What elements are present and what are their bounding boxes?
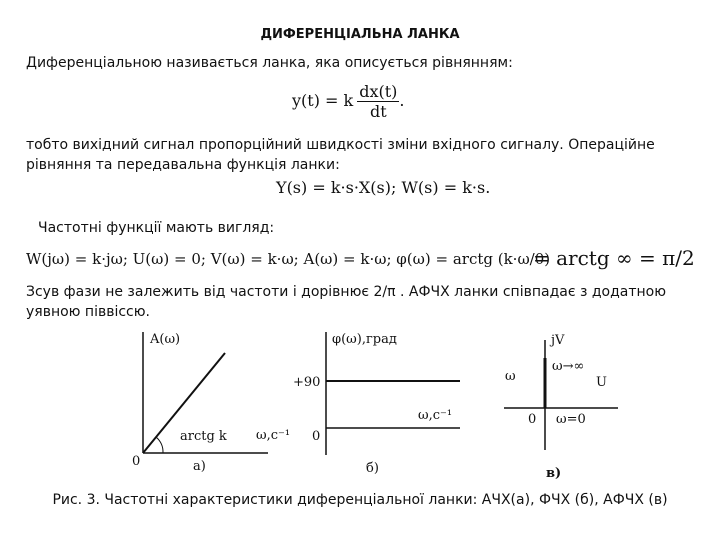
graph-c-omega-label: ω (505, 369, 516, 384)
graph-a-origin: 0 (132, 454, 141, 469)
graph-b-x-label: ω,c⁻¹ (418, 408, 453, 423)
graph-a-angle-arc (156, 437, 163, 453)
page-title: ДИФЕРЕНЦІАЛЬНА ЛАНКА (260, 27, 460, 42)
graph-c-infinity-label: ω→∞ (552, 359, 585, 374)
equation-lhs: y(t) = k (292, 91, 354, 110)
paragraph-1-line-1: тобто вихідний сигнал пропорційний швидкості зміни вхідного сигналу. Операційне (26, 137, 655, 153)
paragraph-1 (26, 135, 655, 175)
graph-a-x-label: ω,c⁻¹ (256, 428, 291, 443)
paragraph-2-line-1: Зсув фази не залежить від частоти і дорівнює 2/π . АФЧХ ланки співпадає з додатною (26, 284, 667, 300)
graph-amplitude (132, 332, 290, 474)
graph-b-y-label: φ(ω),град (332, 332, 397, 347)
graph-a-caption: а) (193, 459, 206, 474)
frequency-functions-formula: W(jω) = k·jω; U(ω) = 0; V(ω) = k·ω; A(ω) = k·ω; φ(ω) = arctg (k·ω/0) (26, 250, 551, 268)
graph-c-x-label: U (596, 375, 607, 390)
fraction-numerator: dx(t) (359, 82, 398, 101)
intro-text: Диференціальною називається ланка, яка описується рівнянням: (26, 55, 513, 71)
graph-a-y-label: A(ω) (150, 332, 181, 347)
graph-c-caption: в) (546, 466, 562, 481)
graph-b-origin: 0 (312, 429, 321, 444)
derivative-fraction (357, 82, 399, 121)
phase-value-formula: = arctg ∞ = π/2 (533, 246, 695, 270)
equation-end: . (399, 91, 405, 110)
paragraph-2-line-2: уявною піввіссю. (26, 304, 150, 320)
figure-caption: Рис. 3. Частотні характеристики диференціальної ланки: АЧХ(а), ФЧХ (б), АФЧХ (в) (52, 492, 668, 508)
differential-equation (292, 82, 405, 121)
paragraph-1-line-2: рівняння та передавальна функція ланки: (26, 157, 340, 173)
transfer-function: Y(s) = k·s·X(s); W(s) = k·s. (276, 178, 491, 197)
graph-b-level-label: +90 (293, 375, 321, 390)
graph-nyquist (504, 333, 618, 481)
paragraph-2 (26, 282, 666, 322)
frequency-characteristics-graphs (0, 320, 720, 490)
graph-c-origin: 0 (528, 412, 537, 427)
graph-c-zero-label: ω=0 (556, 412, 586, 427)
graph-phase (293, 332, 460, 476)
graph-a-angle-label: arctg k (180, 429, 227, 444)
frequency-functions-intro: Частотні функції мають вигляд: (38, 220, 275, 236)
fraction-denominator: dt (369, 102, 387, 121)
graph-b-caption: б) (366, 461, 379, 476)
graph-c-y-label: jV (551, 333, 565, 348)
